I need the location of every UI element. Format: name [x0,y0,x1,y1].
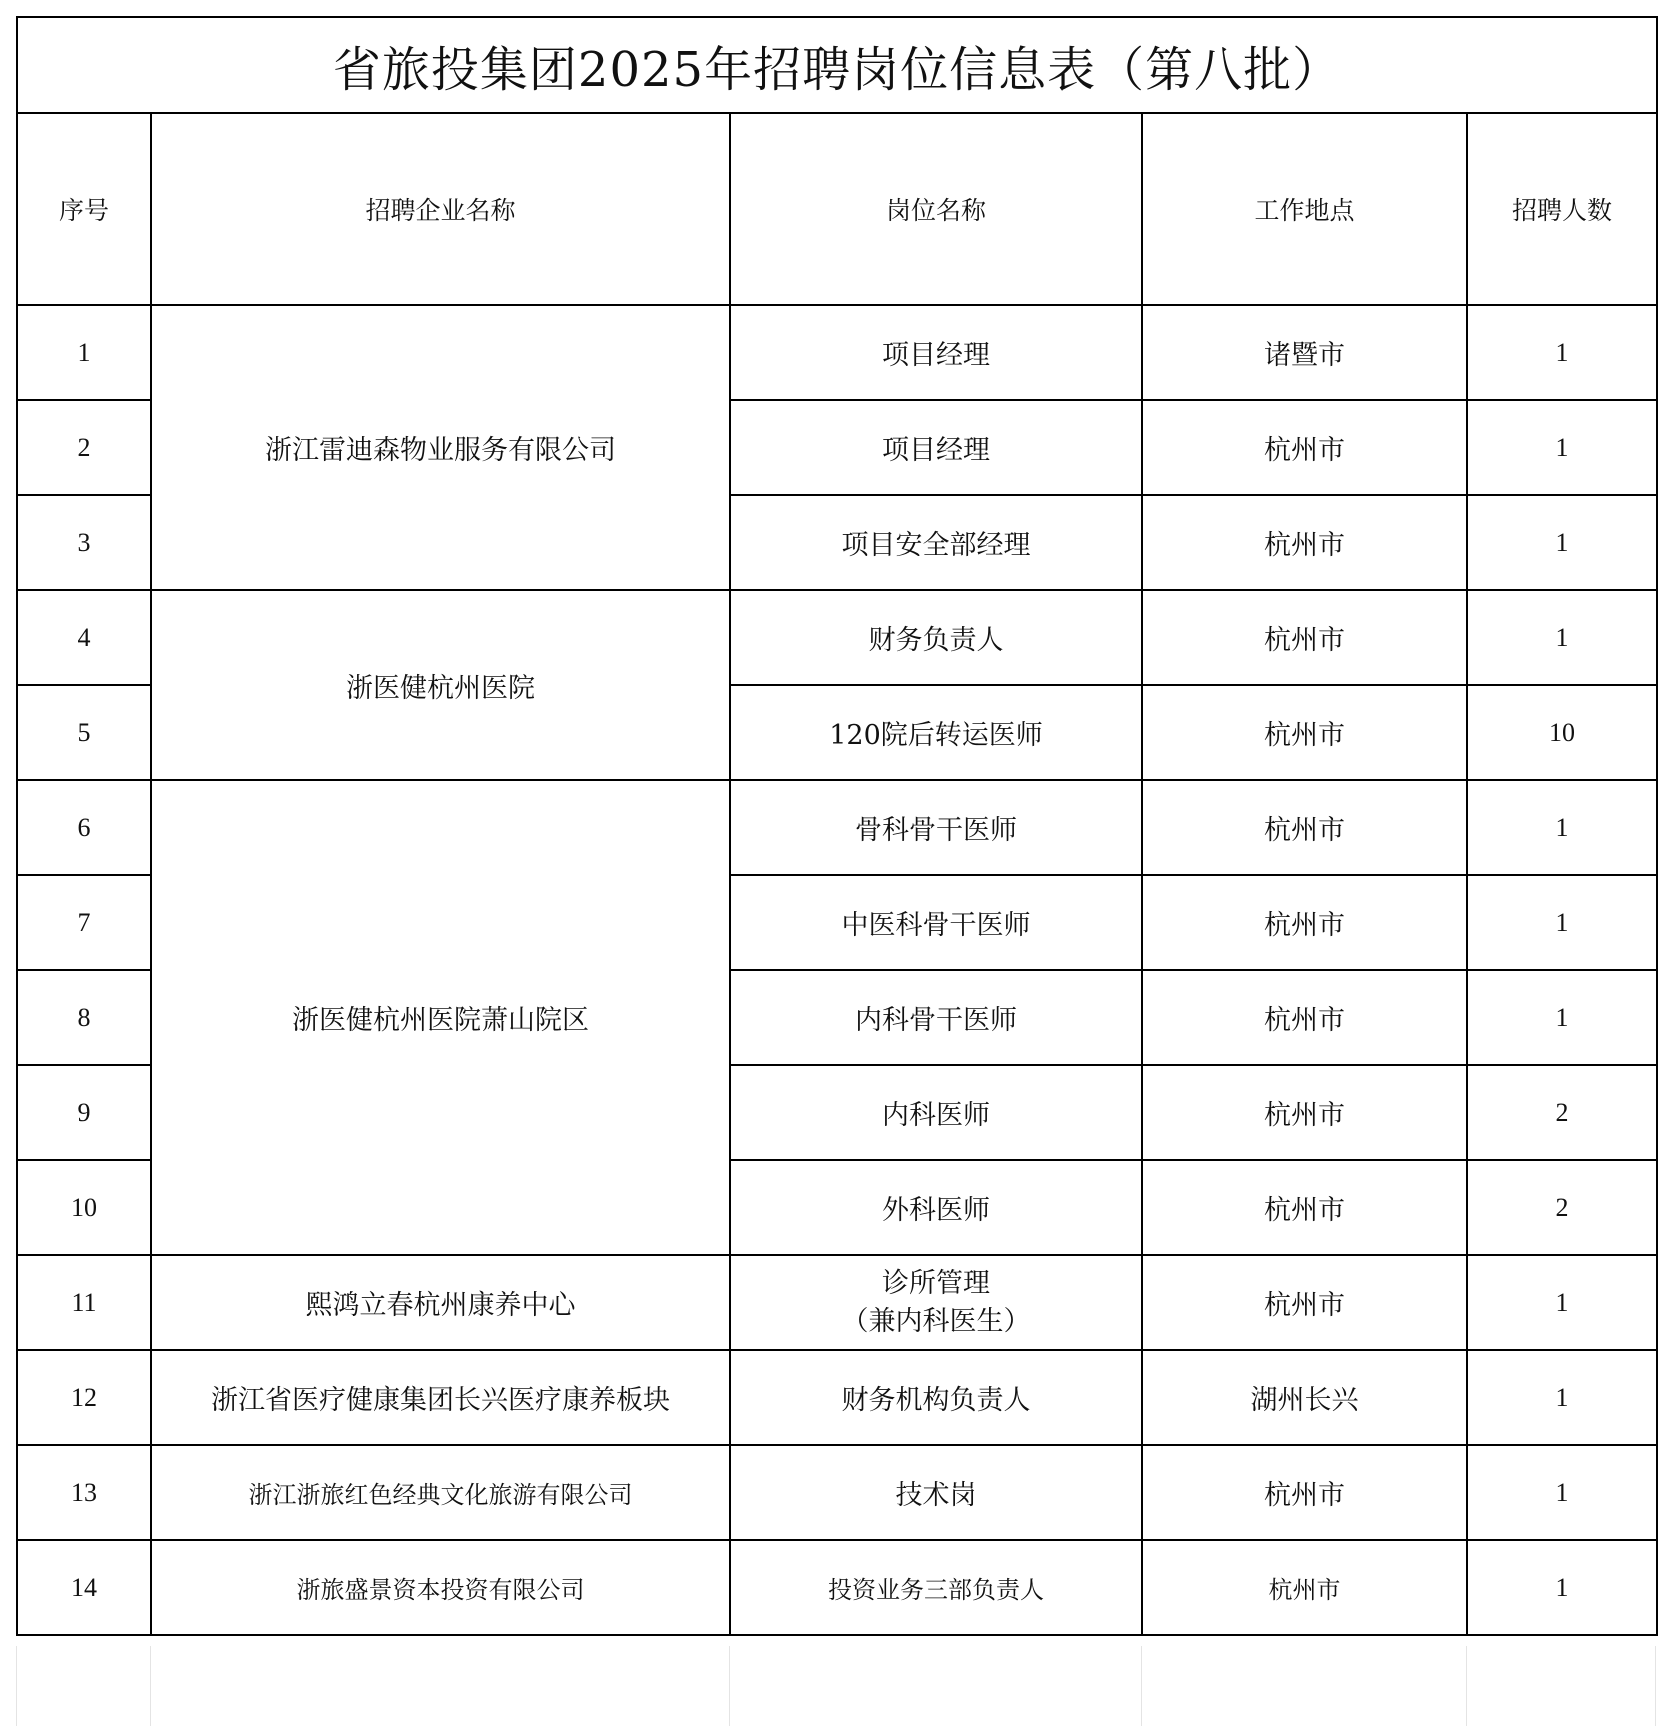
recruitment-table [16,16,1658,1636]
cell-count: 1 [1467,590,1657,685]
cell-company: 浙江雷迪森物业服务有限公司 [151,305,730,590]
cell-location: 杭州市 [1142,1255,1467,1350]
cell-position: 财务负责人 [730,590,1142,685]
header-index: 序号 [17,113,151,305]
cell-count: 1 [1467,400,1657,495]
cell-count: 2 [1467,1160,1657,1255]
cell-index: 7 [17,875,151,970]
position-line-1: 诊所管理 [882,1267,990,1299]
cell-index: 4 [17,590,151,685]
cell-position: 项目安全部经理 [730,495,1142,590]
cell-index: 9 [17,1065,151,1160]
cell-count: 1 [1467,495,1657,590]
cell-index: 5 [17,685,151,780]
cell-location: 杭州市 [1142,495,1467,590]
header-position: 岗位名称 [730,113,1142,305]
cell-count: 1 [1467,305,1657,400]
header-row [17,113,1657,305]
cell-location: 杭州市 [1142,590,1467,685]
cell-count: 1 [1467,875,1657,970]
table-row [17,1445,1657,1540]
cell-location: 杭州市 [1142,875,1467,970]
table-row [17,1255,1657,1350]
cell-index: 1 [17,305,151,400]
cell-location: 湖州长兴 [1142,1350,1467,1445]
cell-index: 14 [17,1540,151,1635]
cell-count: 1 [1467,970,1657,1065]
cell-position: 骨科骨干医师 [730,780,1142,875]
cell-count: 10 [1467,685,1657,780]
table-row [17,1540,1657,1635]
cell-index: 11 [17,1255,151,1350]
cell-count: 1 [1467,1445,1657,1540]
cell-location: 杭州市 [1142,400,1467,495]
cell-count: 2 [1467,1065,1657,1160]
header-location: 工作地点 [1142,113,1467,305]
cell-company: 浙江浙旅红色经典文化旅游有限公司 [151,1445,730,1540]
cell-count: 1 [1467,780,1657,875]
cell-index: 6 [17,780,151,875]
cell-position: 投资业务三部负责人 [730,1540,1142,1635]
cell-location: 杭州市 [1142,1540,1467,1635]
cell-company: 浙医健杭州医院 [151,590,730,780]
cell-location: 杭州市 [1142,970,1467,1065]
faint-gridline [1466,1646,1467,1726]
cell-position: 项目经理 [730,400,1142,495]
cell-position: 外科医师 [730,1160,1142,1255]
cell-position: 内科骨干医师 [730,970,1142,1065]
cell-position: 内科医师 [730,1065,1142,1160]
table-row [17,590,1657,685]
cell-location: 杭州市 [1142,780,1467,875]
cell-index: 13 [17,1445,151,1540]
cell-location: 诸暨市 [1142,305,1467,400]
position-line-2: （兼内科医生） [841,1305,1031,1337]
cell-location: 杭州市 [1142,1445,1467,1540]
cell-location: 杭州市 [1142,1065,1467,1160]
cell-company: 熙鸿立春杭州康养中心 [151,1255,730,1350]
header-count: 招聘人数 [1467,113,1657,305]
cell-location: 杭州市 [1142,685,1467,780]
cell-count: 1 [1467,1255,1657,1350]
cell-position: 项目经理 [730,305,1142,400]
table-row [17,305,1657,400]
page-title: 省旅投集团2025年招聘岗位信息表（第八批） [17,17,1657,113]
faint-gridline [16,1646,17,1726]
cell-index: 8 [17,970,151,1065]
recruitment-sheet [16,16,1656,1636]
cell-index: 10 [17,1160,151,1255]
cell-index: 12 [17,1350,151,1445]
cell-index: 2 [17,400,151,495]
cell-position: 中医科骨干医师 [730,875,1142,970]
cell-company: 浙旅盛景资本投资有限公司 [151,1540,730,1635]
cell-position: 120院后转运医师 [730,685,1142,780]
faint-gridline [1655,1646,1656,1726]
cell-count: 1 [1467,1350,1657,1445]
cell-location: 杭州市 [1142,1160,1467,1255]
table-row [17,1350,1657,1445]
cell-index: 3 [17,495,151,590]
cell-company: 浙江省医疗健康集团长兴医疗康养板块 [151,1350,730,1445]
header-company: 招聘企业名称 [151,113,730,305]
cell-count: 1 [1467,1540,1657,1635]
cell-position [730,1255,1142,1350]
faint-gridline [150,1646,151,1726]
cell-position: 技术岗 [730,1445,1142,1540]
cell-company: 浙医健杭州医院萧山院区 [151,780,730,1255]
faint-gridline [1141,1646,1142,1726]
empty-grid-continuation [16,1646,1656,1726]
table-row [17,780,1657,875]
faint-gridline [729,1646,730,1726]
cell-position: 财务机构负责人 [730,1350,1142,1445]
